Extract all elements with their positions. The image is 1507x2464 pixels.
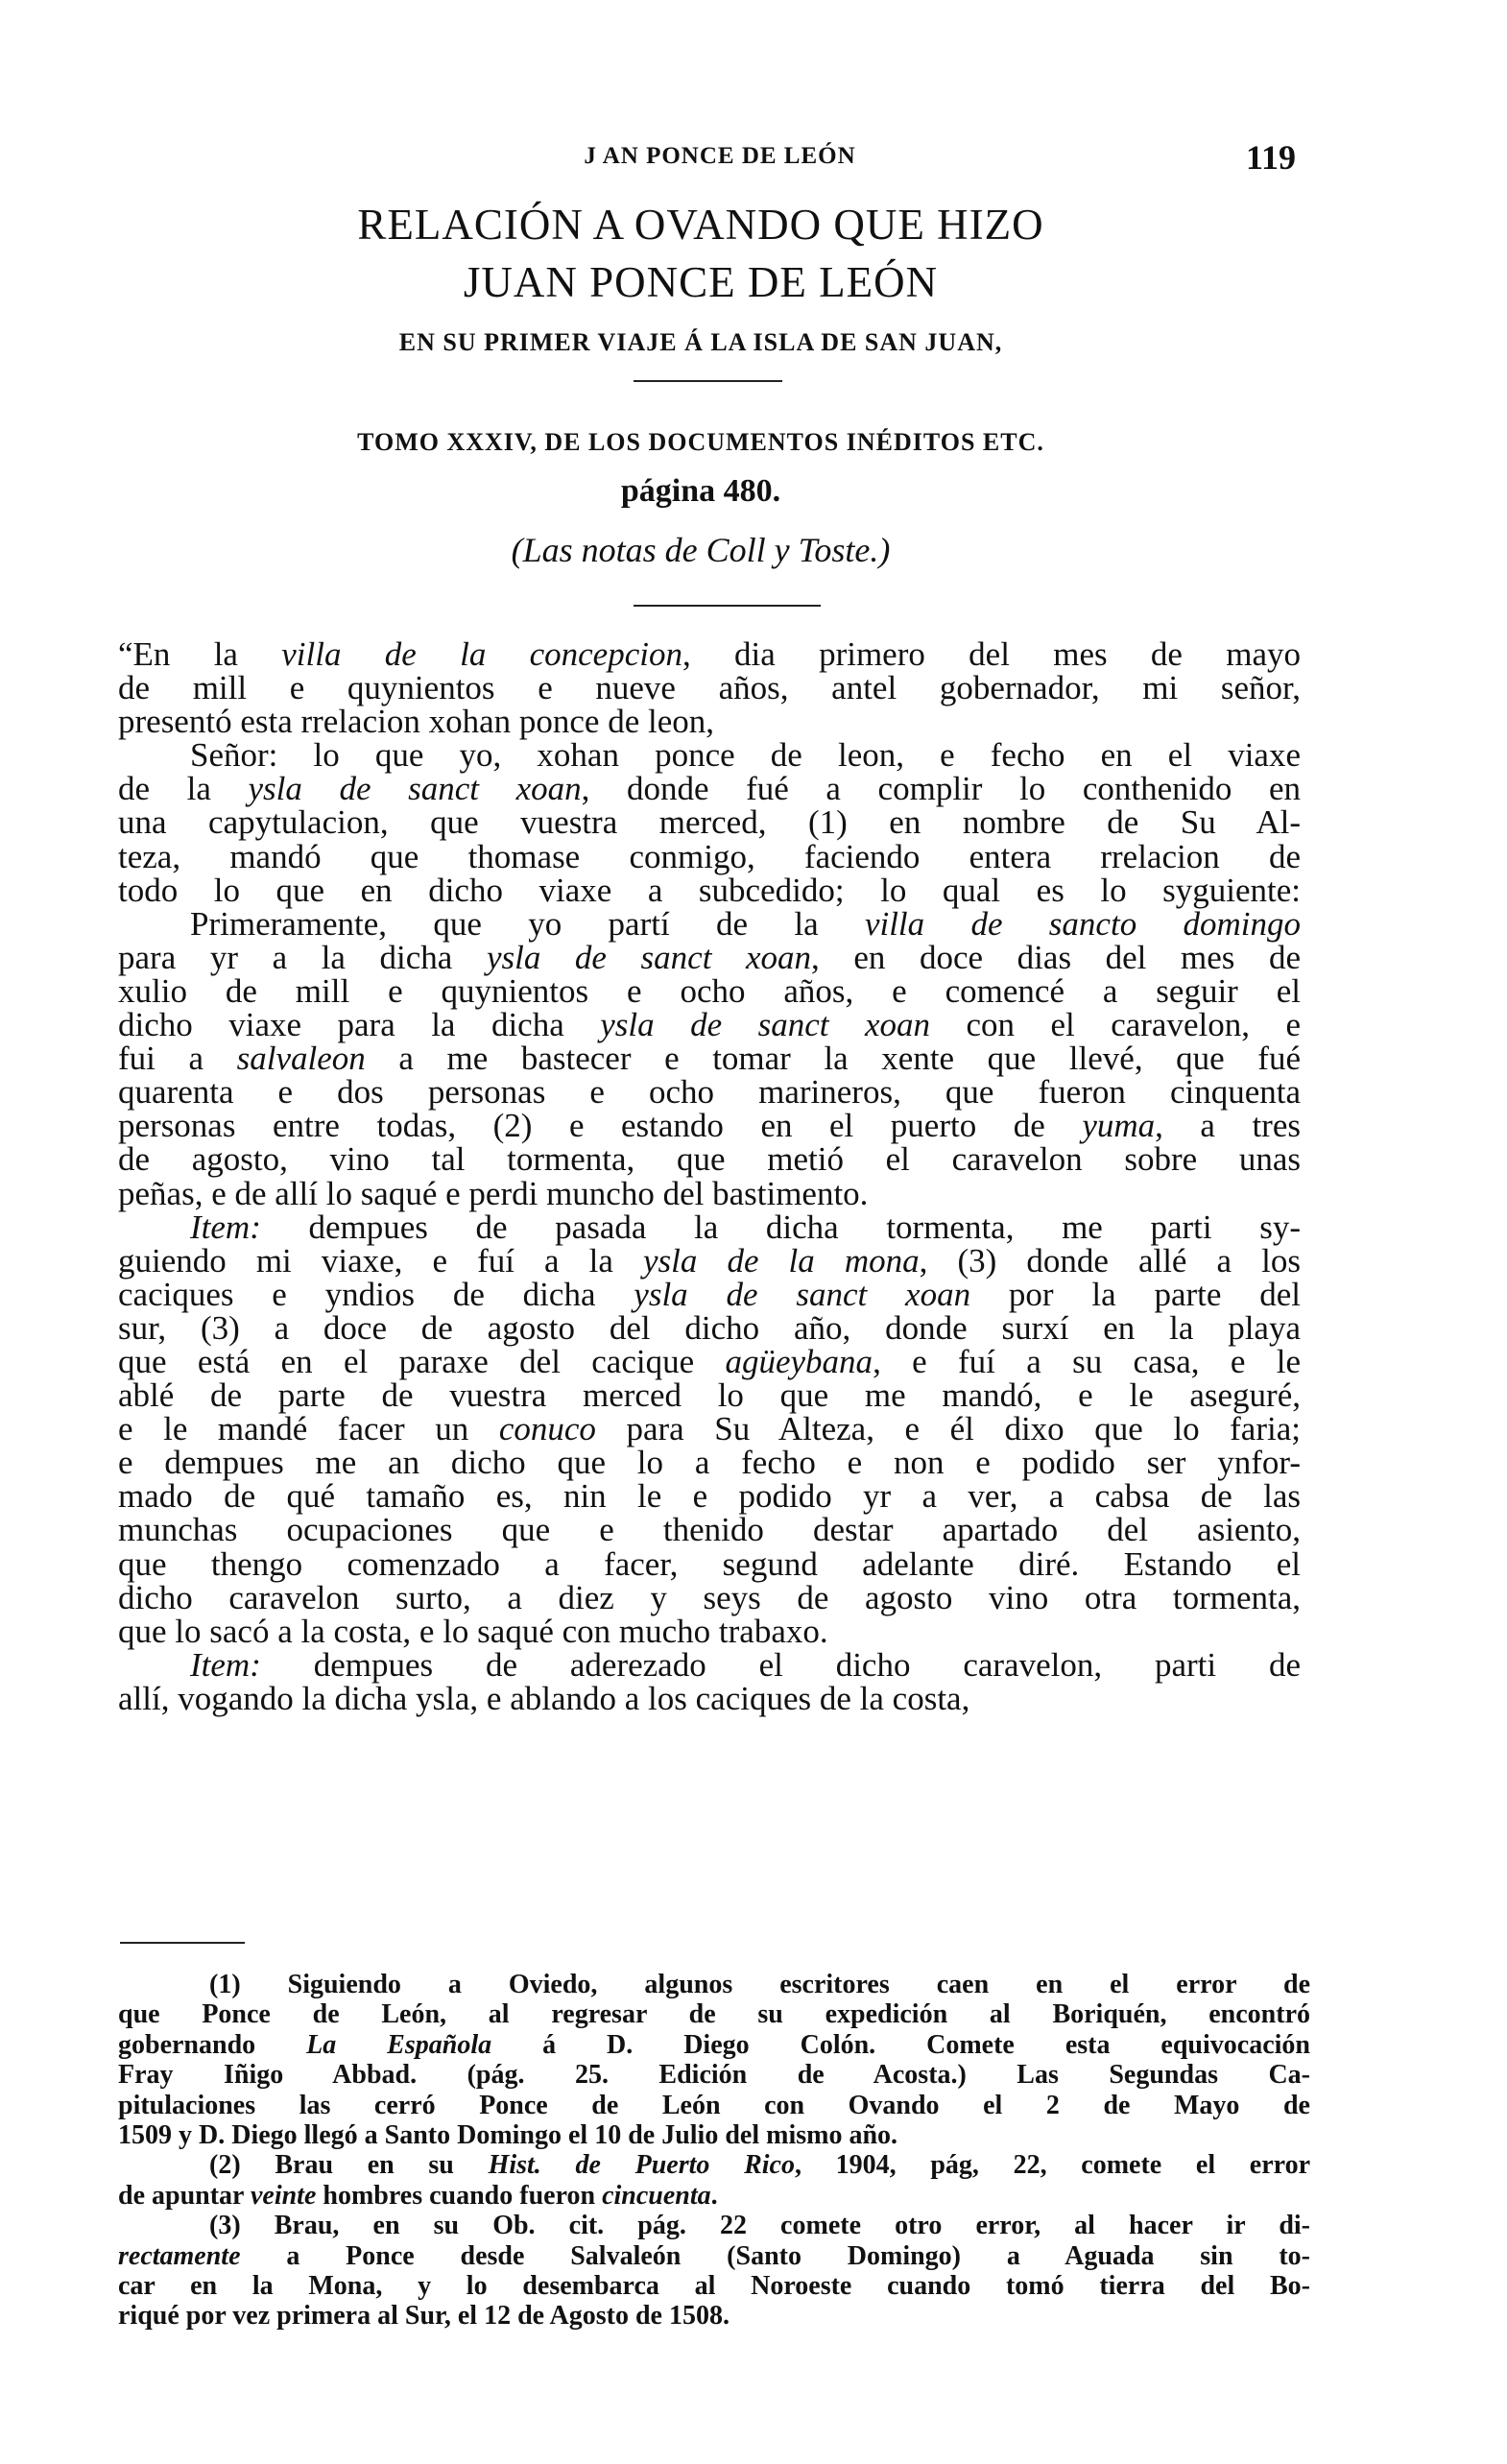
- body-line: sur, (3) a doce de agosto del dicho año, donde surxí en la playa: [118, 1308, 1301, 1347]
- footnote-line: Fray Iñigo Abbad. (pág. 25. Edición de Acosta.) Las Segundas Ca-: [118, 2060, 1310, 2091]
- body-line: todo lo que en dicho viaxe a subcedido; lo qual es lo syguiente:: [118, 871, 1301, 909]
- body-line: peñas, e de allí lo saqué e perdi muncho del bastimento.: [118, 1174, 869, 1212]
- body-line: e dempues me an dicho que lo a fecho e non e podido ser ynfor-: [118, 1444, 1301, 1482]
- footnote-line: (1) Siguiendo a Oviedo, algunos escritores caen en el error de: [209, 1970, 1310, 1999]
- body-line: fui a salvaleon a me bastecer e tomar la xente que llevé, que fué: [118, 1040, 1301, 1078]
- body-line: quarenta e dos personas e ocho marineros, que fueron cinquenta: [118, 1073, 1301, 1112]
- body-line: Item: dempues de pasada la dicha tormenta, me parti sy-: [190, 1208, 1301, 1246]
- body-line: presentó esta rrelacion xohan ponce de leon,: [118, 703, 714, 741]
- page-number: 119: [1245, 138, 1296, 177]
- footnote-line: de apuntar veinte hombres cuando fueron cincuenta.: [118, 2180, 718, 2211]
- body-line: Primeramente, que yo partí de la villa de sancto domingo: [190, 904, 1302, 943]
- footnote-line: (2) Brau en su Hist. de Puerto Rico, 1904, pág, 22, comete el error: [209, 2150, 1311, 2181]
- body-line: guiendo mi viaxe, e fuí a la ysla de la mona, (3) donde allé a los: [118, 1241, 1301, 1280]
- body-line: de la ysla de sanct xoan, donde fué a complir lo conthenido en: [118, 770, 1301, 808]
- body-line: teza, mandó que thomase conmigo, faciendo entera rrelacion de: [118, 837, 1301, 875]
- body-line: que está en el paraxe del cacique agüeybana, e fuí a su casa, e le: [118, 1342, 1302, 1380]
- footnote-line: que Ponce de León, al regresar de su expedición al Boriquén, encontró: [118, 1999, 1310, 2030]
- footnote-line: car en la Mona, y lo desembarca al Noroeste cuando tomó tierra del Bo-: [118, 2270, 1310, 2301]
- body-line: dicho viaxe para la dicha ysla de sanct xoan con el caravelon, e: [118, 1006, 1301, 1044]
- body-line: una capytulacion, que vuestra merced, (1) en nombre de Su Al-: [118, 803, 1301, 842]
- footnote-line: pitulaciones las cerró Ponce de León con Ovando el 2 de Mayo de: [118, 2090, 1310, 2120]
- body-line: de mill e quynientos e nueve años, antel gobernador, mi señor,: [118, 669, 1301, 707]
- title-divider: [634, 380, 782, 382]
- footnote-line: rectamente a Ponce desde Salvaleón (Santo Domingo) a Aguada sin to-: [118, 2240, 1310, 2271]
- footnote-line: 1509 y D. Diego llegó a Santo Domingo el 10 de Julio del mismo año.: [118, 2119, 898, 2150]
- footnote-divider: [120, 1942, 245, 1944]
- notes-credit: (Las notas de Coll y Toste.): [511, 531, 891, 569]
- section-divider: [634, 605, 821, 607]
- body-line: que thengo comenzado a facer, segund adelante diré. Estando el: [118, 1544, 1301, 1583]
- running-head: J AN PONCE DE LEÓN: [584, 143, 856, 169]
- footnote-line: (3) Brau, en su Ob. cit. pág. 22 comete otro error, al hacer ir di-: [209, 2211, 1310, 2241]
- body-line: de agosto, vino tal tormenta, que metió el caravelon sobre unas: [118, 1140, 1301, 1179]
- body-line: caciques e yndios de dicha ysla de sanct xoan por la parte del: [118, 1275, 1301, 1313]
- footnotes: [118, 1970, 1310, 2332]
- chapter-subtitle: EN SU PRIMER VIAJE Á LA ISLA DE SAN JUAN,: [398, 328, 1003, 356]
- body-line: Señor: lo que yo, xohan ponce de leon, e fecho en el viaxe: [190, 736, 1301, 775]
- body-line: que lo sacó a la costa, e lo saqué con mucho trabaxo.: [118, 1612, 828, 1650]
- body-line: “En la villa de la concepcion, dia primero del mes de mayo: [118, 635, 1301, 673]
- source-page: página 480.: [620, 473, 781, 509]
- footnote-line: gobernando La Española á D. Diego Colón. Comete esta equivocación: [118, 2029, 1310, 2060]
- body-line: munchas ocupaciones que e thenido destar apartado del asiento,: [118, 1511, 1301, 1549]
- footnote-line: riqué por vez primera al Sur, el 12 de Agosto de 1508.: [118, 2301, 730, 2332]
- body-line: para yr a la dicha ysla de sanct xoan, en doce dias del mes de: [118, 938, 1302, 976]
- body-line: xulio de mill e quynientos e ocho años, e comencé a seguir el: [118, 971, 1301, 1010]
- body-line: Item: dempues de aderezado el dicho caravelon, parti de: [190, 1645, 1301, 1684]
- body-line: mado de qué tamaño es, nin le e podido yr a ver, a cabsa de las: [118, 1477, 1301, 1516]
- body-line: dicho caravelon surto, a diez y seys de agosto vino otra tormenta,: [118, 1578, 1301, 1616]
- chapter-title-line-1: RELACIÓN A OVANDO QUE HIZO: [357, 201, 1044, 249]
- body-line: e le mandé facer un conuco para Su Alteza, e él dixo que lo faria;: [118, 1410, 1301, 1448]
- body-line: personas entre todas, (2) e estando en el puerto de yuma, a tres: [118, 1107, 1301, 1145]
- body-text: [118, 637, 1301, 1715]
- source-reference: TOMO XXXIV, DE LOS DOCUMENTOS INÉDITOS ETC.: [357, 428, 1044, 456]
- chapter-title-line-2: JUAN PONCE DE LEÓN: [463, 258, 939, 306]
- body-line: ablé de parte de vuestra merced lo que me mandó, e le aseguré,: [118, 1376, 1301, 1415]
- body-line: allí, vogando la dicha ysla, e ablando a los caciques de la costa,: [118, 1679, 970, 1717]
